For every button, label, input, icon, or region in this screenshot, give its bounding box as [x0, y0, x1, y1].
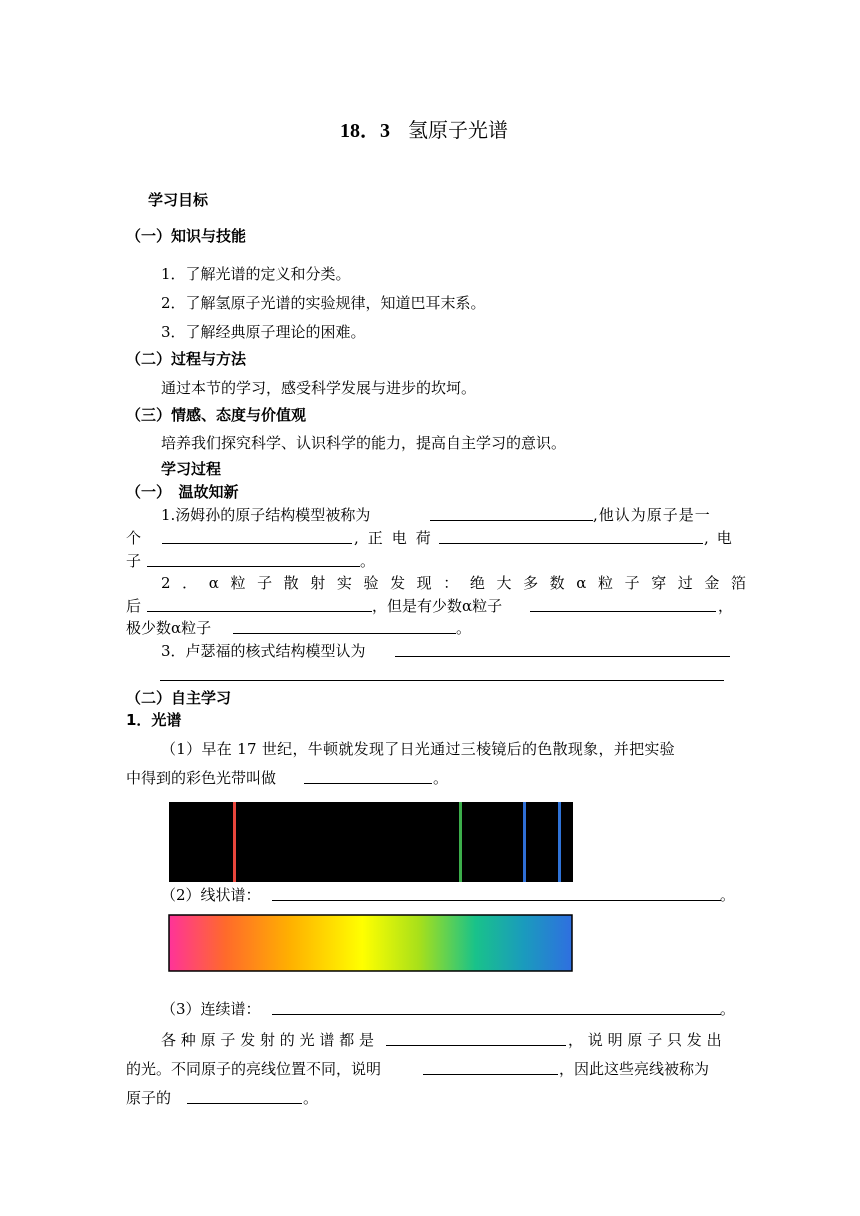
- p4-text-6: 。: [303, 1089, 319, 1107]
- p4-text-5: 原子的: [126, 1089, 172, 1107]
- line-spectrum-blank[interactable]: [272, 900, 721, 901]
- q2-text-e: 极少数α粒子: [126, 619, 212, 637]
- p4-blank-2[interactable]: [423, 1074, 558, 1075]
- q2-text-f: 。: [456, 619, 472, 637]
- emotion-heading: （三）情感、态度与价值观: [126, 406, 307, 424]
- objective-item-3: 3．了解经典原子理论的困难。: [161, 323, 366, 341]
- spectrum-heading: 1．光谱: [126, 711, 182, 729]
- q2-text-d: ，: [718, 597, 734, 615]
- q2-blank-2[interactable]: [530, 611, 716, 612]
- q1-text-d: ,正电荷: [354, 529, 440, 547]
- p1-end: 。: [433, 769, 449, 787]
- p4-text-2: ，说明原子只发出: [568, 1031, 727, 1049]
- objective-item-2: 2．了解氢原子光谱的实验规律，知道巴耳末系。: [161, 294, 486, 312]
- q1-blank-3[interactable]: [439, 543, 703, 544]
- p4-text-3: 的光。不同原子的亮线位置不同，说明: [126, 1060, 382, 1078]
- line-spectrum-background: [169, 802, 573, 882]
- q1-text-f: 子: [126, 552, 142, 570]
- q1-text-a: 1.汤姆孙的原子结构模型被称为: [161, 506, 371, 524]
- line-spectrum-label: （2）线状谱：: [161, 886, 261, 904]
- q1-text-g: 。: [360, 552, 376, 570]
- q2-text-c: ，但是有少数α粒子: [372, 597, 503, 615]
- continuous-spectrum-blank[interactable]: [272, 1014, 721, 1015]
- review-heading: （一） 温故知新: [126, 483, 239, 501]
- q3-blank-1[interactable]: [395, 656, 730, 657]
- knowledge-heading: （一）知识与技能: [126, 227, 247, 245]
- line-spectrum-end: 。: [720, 886, 736, 904]
- q1-text-c: 个: [126, 529, 142, 547]
- continuous-spectrum-label: （3）连续谱：: [161, 1000, 261, 1018]
- q2-blank-3[interactable]: [233, 633, 456, 634]
- q3-text-a: 3．卢瑟福的核式结构模型认为: [161, 642, 366, 660]
- process-section-heading: 学习过程: [161, 460, 222, 478]
- spectrum-line-blue-2: [558, 802, 561, 882]
- q1-text-e: ,电: [704, 529, 740, 547]
- p4-text-4: ，因此这些亮线被称为: [559, 1060, 710, 1078]
- q2-text-b: 后: [126, 597, 142, 615]
- emotion-text: 培养我们探究科学、认识科学的能力，提高自主学习的意识。: [161, 434, 567, 452]
- p4-blank-1[interactable]: [386, 1045, 566, 1046]
- spectrum-line-blue-1: [523, 802, 526, 882]
- q1-blank-4[interactable]: [147, 566, 360, 567]
- p4-blank-3[interactable]: [187, 1103, 302, 1104]
- process-text: 通过本节的学习，感受科学发展与进步的坎坷。: [161, 379, 477, 397]
- q3-blank-2[interactable]: [160, 680, 724, 681]
- p1-line-2: 中得到的彩色光带叫做: [126, 769, 277, 787]
- p4-text-1: 各种原子发射的光谱都是: [161, 1031, 379, 1049]
- p1-line-1: （1）早在 17 世纪，牛顿就发现了日光通过三棱镜后的色散现象，并把实验: [161, 740, 675, 758]
- continuous-spectrum-image: [168, 914, 574, 973]
- continuous-spectrum-end: 。: [720, 1000, 736, 1018]
- process-heading: （二）过程与方法: [126, 350, 247, 368]
- q1-text-b: ,他认为原子是一: [593, 506, 711, 524]
- title-text: 氢原子光谱: [408, 118, 508, 142]
- spectrum-line-green: [459, 802, 462, 882]
- line-spectrum-image: [169, 802, 573, 882]
- q1-blank-1[interactable]: [430, 520, 593, 521]
- q2-text-a: 2．α粒子散射实验发现：绝大多数α粒子穿过金箔: [161, 574, 758, 592]
- q2-blank-1[interactable]: [147, 611, 372, 612]
- continuous-spectrum-band: [169, 915, 572, 971]
- objective-item-1: 1．了解光谱的定义和分类。: [161, 265, 351, 283]
- page-title: [340, 116, 508, 145]
- objectives-heading: 学习目标: [148, 191, 209, 209]
- spectrum-name-blank[interactable]: [304, 783, 432, 784]
- spectrum-line-red: [233, 802, 236, 882]
- self-study-heading: （二）自主学习: [126, 689, 232, 707]
- q1-blank-2[interactable]: [162, 543, 352, 544]
- title-number: 18．3: [340, 120, 390, 142]
